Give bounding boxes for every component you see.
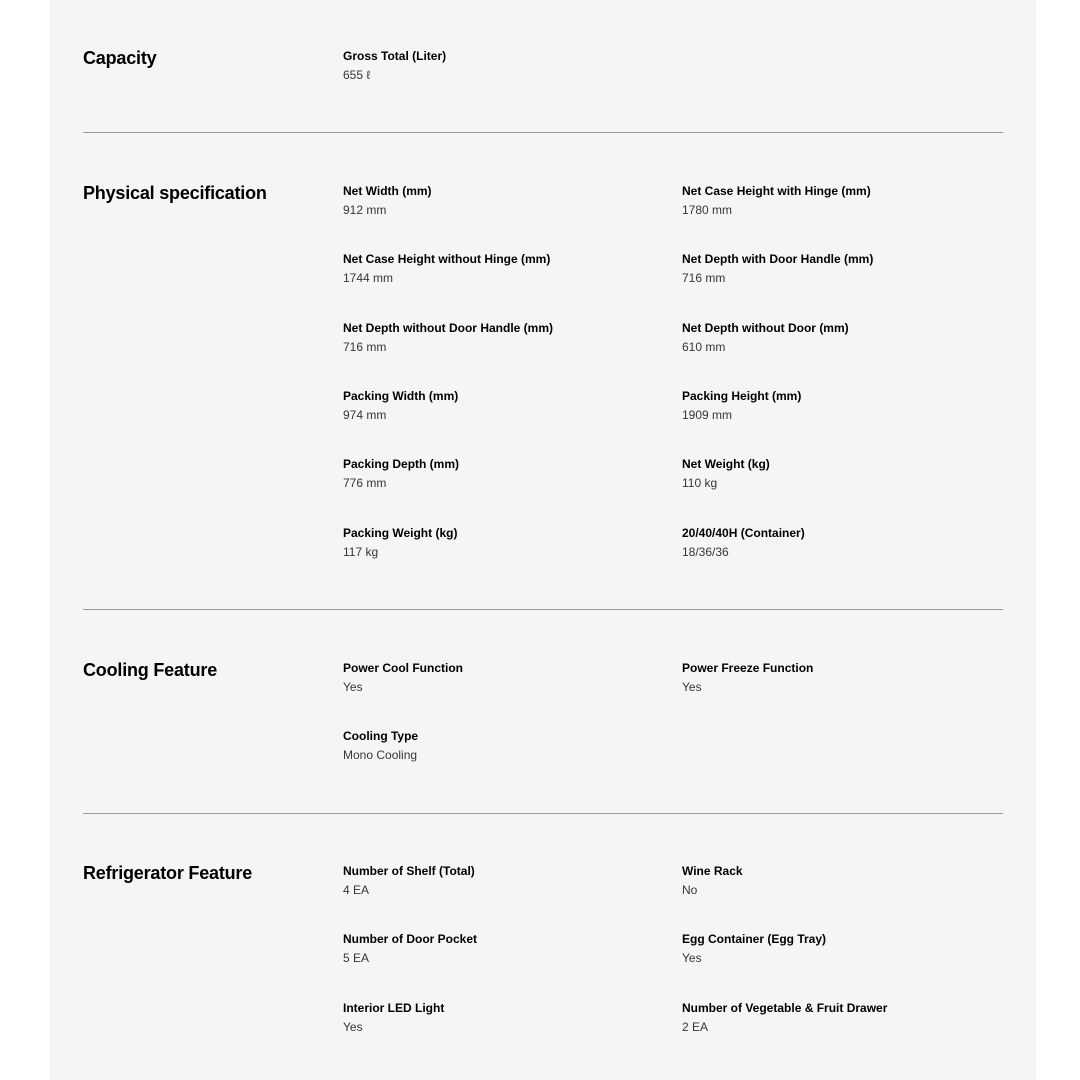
- spec-gross-total: [343, 48, 663, 83]
- section-divider: [83, 813, 1003, 814]
- spec-number-of-shelf: [343, 863, 663, 898]
- spec-label: Number of Vegetable & Fruit Drawer: [682, 1001, 888, 1015]
- spec-value: 716 mm: [343, 340, 387, 354]
- spec-net-case-height-without-hinge: [343, 251, 663, 286]
- spec-power-freeze-function: [682, 660, 1002, 695]
- section-title-physical: Physical specification: [83, 183, 267, 203]
- spec-label: Net Weight (kg): [682, 457, 770, 471]
- spec-net-depth-with-door-handle: [682, 251, 1002, 286]
- spec-packing-depth: [343, 456, 663, 491]
- spec-value: Mono Cooling: [343, 748, 418, 762]
- spec-value: Yes: [682, 951, 702, 965]
- spec-wine-rack: [682, 863, 1002, 898]
- spec-net-weight: [682, 456, 1002, 491]
- spec-value: 4 EA: [343, 883, 370, 897]
- spec-label: Number of Door Pocket: [343, 932, 478, 946]
- spec-packing-width: [343, 388, 663, 423]
- section-title-capacity: Capacity: [83, 48, 157, 68]
- spec-label: 20/40/40H (Container): [682, 526, 805, 540]
- spec-value: 18/36/36: [682, 545, 729, 559]
- spec-label: Net Case Height without Hinge (mm): [343, 252, 551, 266]
- spec-power-cool-function: [343, 660, 663, 695]
- spec-number-of-door-pocket: [343, 931, 663, 966]
- spec-label: Net Depth without Door (mm): [682, 321, 849, 335]
- spec-value: 117 kg: [343, 545, 379, 559]
- spec-label: Packing Width (mm): [343, 389, 459, 403]
- spec-label: Net Depth with Door Handle (mm): [682, 252, 874, 266]
- spec-value: 974 mm: [343, 408, 387, 422]
- spec-label: Packing Depth (mm): [343, 457, 460, 471]
- spec-label: Packing Height (mm): [682, 389, 802, 403]
- spec-packing-weight: [343, 525, 663, 560]
- spec-value: 655 ℓ: [343, 68, 371, 82]
- spec-value: 2 EA: [682, 1020, 709, 1034]
- spec-value: No: [682, 883, 698, 897]
- section-title-cooling: Cooling Feature: [83, 660, 218, 680]
- spec-net-depth-without-door-handle: [343, 320, 663, 355]
- spec-value: Yes: [682, 680, 702, 694]
- spec-label: Egg Container (Egg Tray): [682, 932, 827, 946]
- spec-label: Power Freeze Function: [682, 661, 814, 675]
- spec-egg-container: [682, 931, 1002, 966]
- section-title-refrigerator: Refrigerator Feature: [83, 863, 253, 883]
- spec-value: 716 mm: [682, 271, 726, 285]
- spec-label: Power Cool Function: [343, 661, 463, 675]
- spec-net-width: [343, 183, 663, 218]
- spec-label: Gross Total (Liter): [343, 49, 447, 63]
- spec-value: 1744 mm: [343, 271, 394, 285]
- spec-label: Wine Rack: [682, 864, 743, 878]
- spec-value: Yes: [343, 680, 363, 694]
- spec-value: 912 mm: [343, 203, 387, 217]
- spec-value: Yes: [343, 1020, 363, 1034]
- spec-container: [682, 525, 1002, 560]
- spec-label: Cooling Type: [343, 729, 419, 743]
- spec-value: 1909 mm: [682, 408, 733, 422]
- spec-label: Number of Shelf (Total): [343, 864, 475, 878]
- spec-value: 1780 mm: [682, 203, 733, 217]
- spec-value: 110 kg: [682, 476, 718, 490]
- spec-label: Net Width (mm): [343, 184, 432, 198]
- spec-vegetable-fruit-drawer: [682, 1000, 1002, 1035]
- spec-packing-height: [682, 388, 1002, 423]
- spec-label: Net Depth without Door Handle (mm): [343, 321, 553, 335]
- spec-value: 610 mm: [682, 340, 726, 354]
- spec-label: Net Case Height with Hinge (mm): [682, 184, 871, 198]
- spec-net-depth-without-door: [682, 320, 1002, 355]
- spec-label: Interior LED Light: [343, 1001, 445, 1015]
- spec-value: 5 EA: [343, 951, 370, 965]
- spec-cooling-type: [343, 728, 663, 763]
- spec-interior-led-light: [343, 1000, 663, 1035]
- section-divider: [83, 132, 1003, 133]
- spec-label: Packing Weight (kg): [343, 526, 458, 540]
- section-divider: [83, 609, 1003, 610]
- spec-value: 776 mm: [343, 476, 387, 490]
- spec-net-case-height-with-hinge: [682, 183, 1002, 218]
